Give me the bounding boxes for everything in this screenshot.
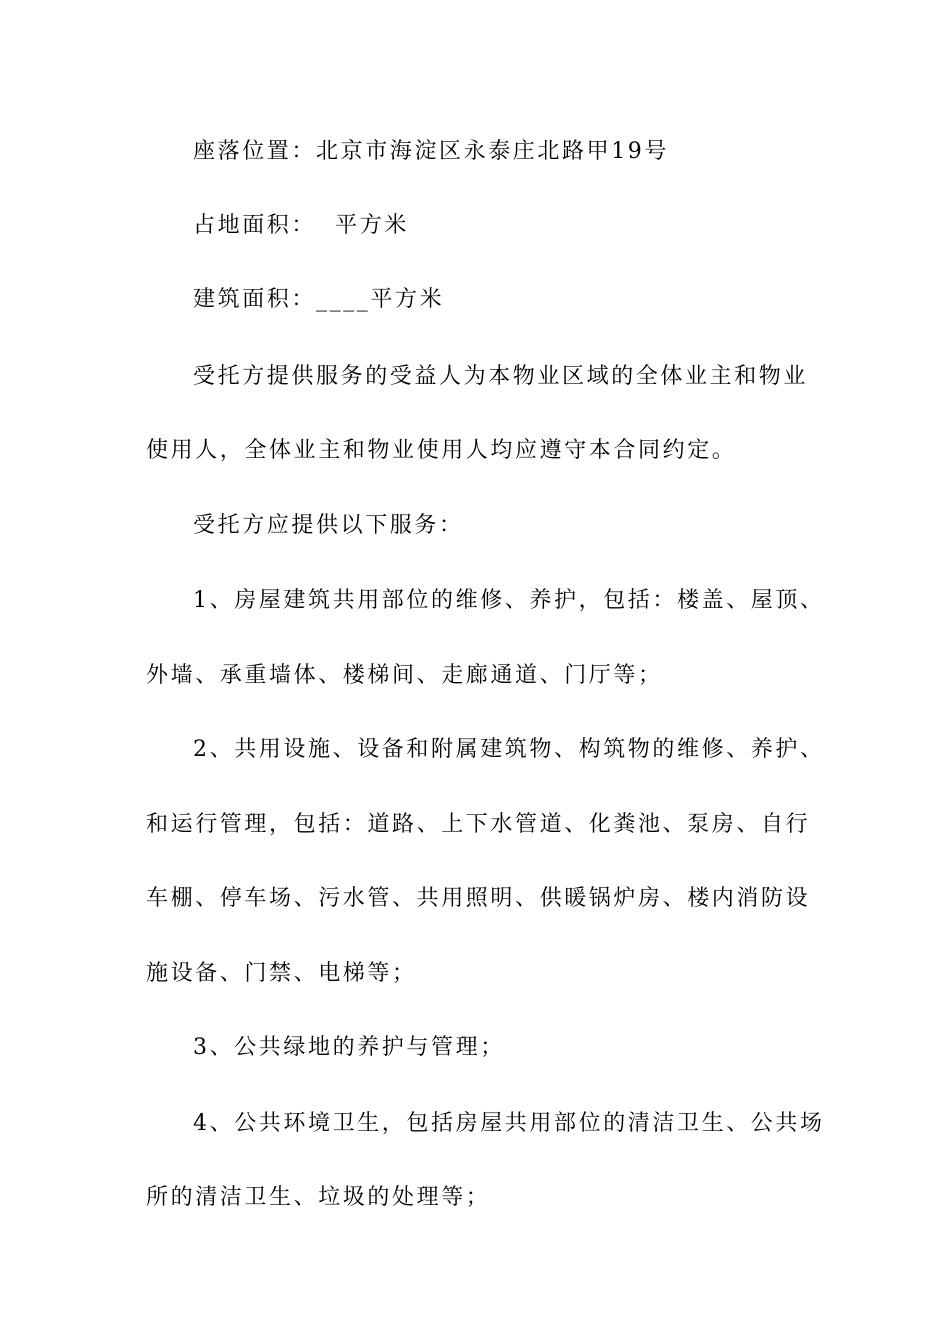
- service-item-1-line-1: 1、房屋建筑共用部位的维修、养护，包括：楼盖、屋顶、: [193, 588, 825, 613]
- land-area-line: 占地面积： 平方米: [193, 213, 409, 238]
- beneficiary-paragraph-line-1: 受托方提供服务的受益人为本物业区域的全体业主和物业: [193, 364, 809, 389]
- service-item-4-line-2: 所的清洁卫生、垃圾的处理等；: [146, 1185, 491, 1210]
- building-area-line: 建筑面积：____平方米: [193, 287, 445, 312]
- location-line: 座落位置：北京市海淀区永泰庄北路甲19号: [193, 139, 669, 164]
- service-item-2-line-3: 车棚、停车场、污水管、共用照明、供暖锅炉房、楼内消防设: [146, 886, 811, 911]
- service-item-3-line: 3、公共绿地的养护与管理；: [193, 1035, 505, 1060]
- service-item-2-line-1: 2、共用设施、设备和附属建筑物、构筑物的维修、养护、: [193, 737, 825, 762]
- beneficiary-paragraph-line-2: 使用人，全体业主和物业使用人均应遵守本合同约定。: [146, 438, 737, 463]
- service-item-2-line-4: 施设备、门禁、电梯等；: [146, 961, 417, 986]
- service-item-2-line-2: 和运行管理，包括：道路、上下水管道、化粪池、泵房、自行: [146, 812, 811, 837]
- services-intro-line: 受托方应提供以下服务：: [193, 513, 464, 538]
- service-item-4-line-1: 4、公共环境卫生，包括房屋共用部位的清洁卫生、公共场: [193, 1111, 825, 1136]
- service-item-1-line-2: 外墙、承重墙体、楼梯间、走廊通道、门厅等；: [146, 663, 663, 688]
